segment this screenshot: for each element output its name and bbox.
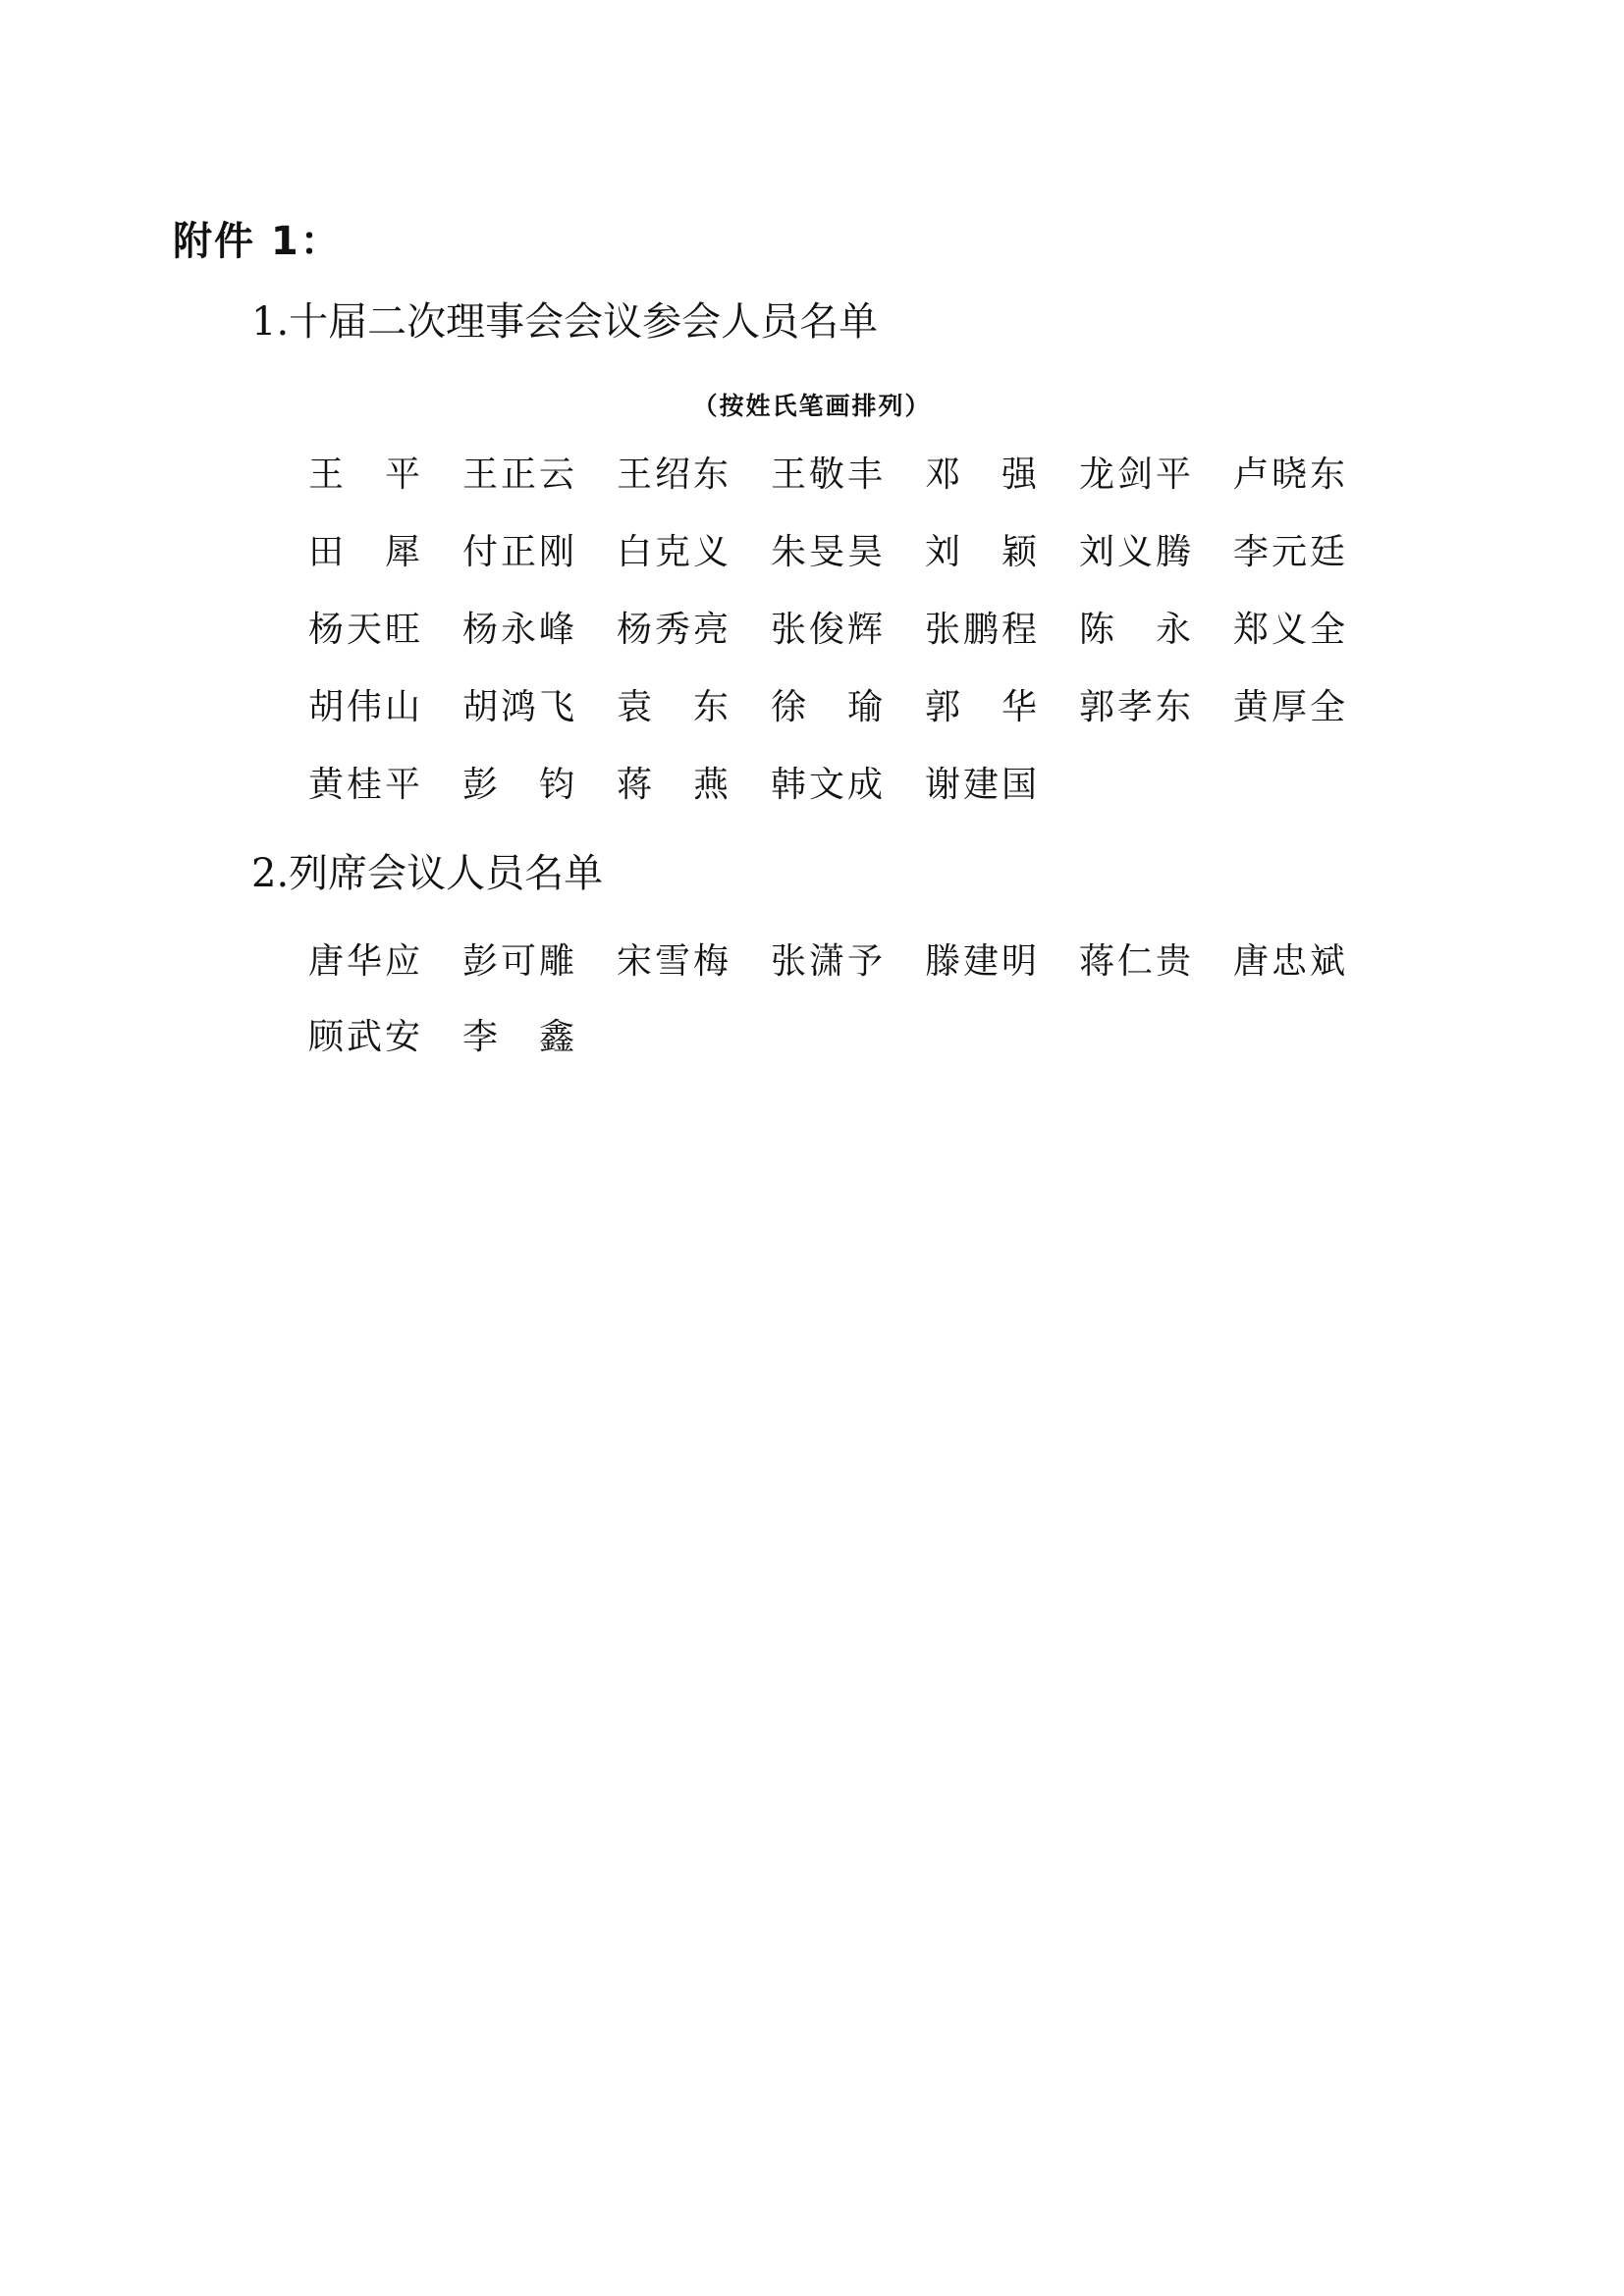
attendee-name: 王敬丰 <box>771 454 887 495</box>
attachment-label: 附件 1： <box>173 219 342 264</box>
attendee-name: 胡鸿飞 <box>462 687 578 727</box>
observer-name: 顾武安 <box>308 1017 424 1057</box>
attendee-name: 徐 瑜 <box>771 687 887 727</box>
attendee-name: 田 犀 <box>308 532 424 572</box>
attendee-name: 袁 东 <box>617 687 732 727</box>
attendee-name: 刘义腾 <box>1079 532 1195 572</box>
attendee-name: 龙剑平 <box>1079 454 1195 495</box>
section-2-title: 2.列席会议人员名单 <box>251 851 604 896</box>
observer-name: 宋雪梅 <box>617 941 732 982</box>
attendee-name: 卢晓东 <box>1233 454 1349 495</box>
attendee-name: 张俊辉 <box>771 610 887 650</box>
attendee-name: 王正云 <box>462 454 578 495</box>
attendee-name: 陈 永 <box>1079 610 1195 650</box>
observer-name: 唐华应 <box>308 941 424 982</box>
attendee-name: 杨永峰 <box>462 610 578 650</box>
attendee-name: 胡伟山 <box>308 687 424 727</box>
attendee-name: 刘 颖 <box>925 532 1041 572</box>
attendee-name: 黄厚全 <box>1233 687 1349 727</box>
attendee-name: 付正刚 <box>462 532 578 572</box>
observer-name: 唐忠斌 <box>1233 941 1349 982</box>
attendee-name: 韩文成 <box>771 765 887 805</box>
attendee-name: 王 平 <box>308 454 424 495</box>
attendee-name: 黄桂平 <box>308 765 424 805</box>
observer-name: 滕建明 <box>925 941 1041 982</box>
observer-name: 张潇予 <box>771 941 887 982</box>
attendee-name: 朱旻昊 <box>771 532 887 572</box>
sort-order-note: （按姓氏笔画排列） <box>692 392 932 420</box>
attendee-name: 王绍东 <box>617 454 732 495</box>
section-1-title: 1.十届二次理事会会议参会人员名单 <box>251 299 879 345</box>
attendee-name: 蒋 燕 <box>617 765 732 805</box>
observer-name: 蒋仁贵 <box>1079 941 1195 982</box>
attendee-name: 邓 强 <box>925 454 1041 495</box>
attendee-name: 杨天旺 <box>308 610 424 650</box>
attendee-name: 白克义 <box>617 532 732 572</box>
attendee-name: 李元廷 <box>1233 532 1349 572</box>
attendee-name: 郭孝东 <box>1079 687 1195 727</box>
observer-name: 彭可雕 <box>462 941 578 982</box>
attendee-name: 谢建国 <box>925 765 1041 805</box>
attendee-name: 杨秀亮 <box>617 610 732 650</box>
attendee-name: 彭 钧 <box>462 765 578 805</box>
attendee-name: 张鹏程 <box>925 610 1041 650</box>
attendee-name: 郭 华 <box>925 687 1041 727</box>
attendee-name: 郑义全 <box>1233 610 1349 650</box>
attendee-names-list <box>308 448 1387 835</box>
observer-names-list <box>308 934 1387 1086</box>
observer-name: 李 鑫 <box>462 1017 578 1057</box>
